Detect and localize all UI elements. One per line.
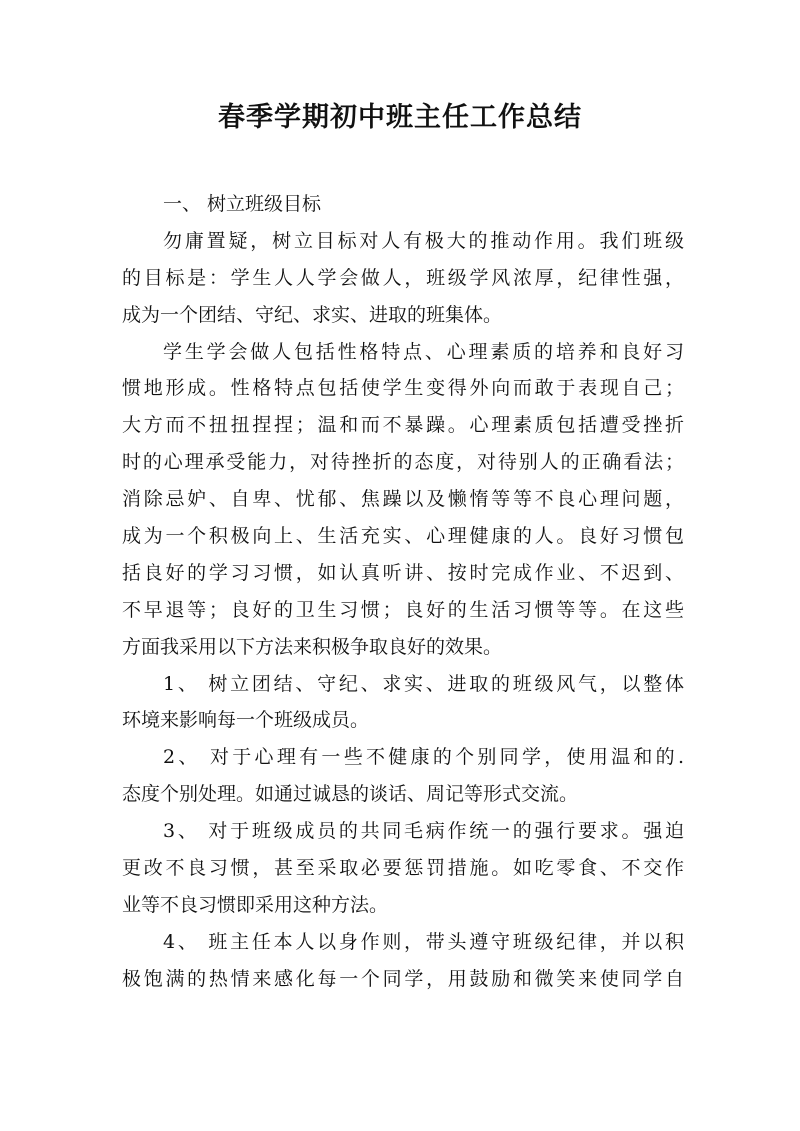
list-item-line: 态度个别处理。如通过诚恳的谈话、周记等形式交流。 — [122, 783, 579, 806]
section-heading: 一、 树立班级目标 — [163, 193, 322, 215]
paragraph-line: 成为一个团结、守纪、求实、进取的班集体。 — [122, 303, 503, 326]
paragraph-line: 惯地形成。性格特点包括使学生变得外向而敢于表现自己； — [122, 377, 684, 400]
paragraph-line: 学生学会做人包括性格特点、心理素质的培养和良好习 — [163, 340, 684, 363]
paragraph-line: 方面我采用以下方法来积极争取良好的效果。 — [122, 635, 503, 658]
list-item-line: 4、 班主任本人以身作则，带头遵守班级纪律，并以积 — [163, 930, 684, 953]
document-title: 春季学期初中班主任工作总结 — [218, 102, 582, 133]
list-item-line: 2、 对于心理有一些不健康的个别同学，使用温和的. — [163, 746, 684, 769]
paragraph-line: 的目标是：学生人人学会做人，班级学风浓厚，纪律性强， — [122, 266, 684, 289]
list-item-line: 1、 树立团结、守纪、求实、进取的班级风气，以整体 — [163, 672, 684, 695]
list-item-line: 3、 对于班级成员的共同毛病作统一的强行要求。强迫 — [163, 820, 684, 843]
list-item-line: 环境来影响每一个班级成员。 — [122, 709, 370, 732]
list-item-line: 更改不良习惯，甚至采取必要惩罚措施。如吃零食、不交作 — [122, 857, 684, 880]
paragraph-line: 大方而不扭扭捏捏；温和而不暴躁。心理素质包括遭受挫折 — [122, 414, 684, 437]
paragraph-line: 不早退等；良好的卫生习惯；良好的生活习惯等等。在这些 — [122, 598, 684, 621]
list-item-line: 极饱满的热情来感化每一个同学，用鼓励和微笑来使同学自 — [122, 967, 684, 990]
paragraph-line: 勿庸置疑，树立目标对人有极大的推动作用。我们班级 — [163, 229, 684, 252]
paragraph-line: 括良好的学习习惯，如认真听讲、按时完成作业、不迟到、 — [122, 561, 684, 584]
paragraph-line: 成为一个积极向上、生活充实、心理健康的人。良好习惯包 — [122, 525, 684, 548]
paragraph-line: 时的心理承受能力，对待挫折的态度，对待别人的正确看法； — [122, 451, 684, 474]
document-body — [122, 186, 684, 998]
paragraph-line: 消除忌妒、自卑、忧郁、焦躁以及懒惰等等不良心理问题， — [122, 488, 684, 511]
list-item-line: 业等不良习惯即采用这种方法。 — [122, 893, 389, 916]
